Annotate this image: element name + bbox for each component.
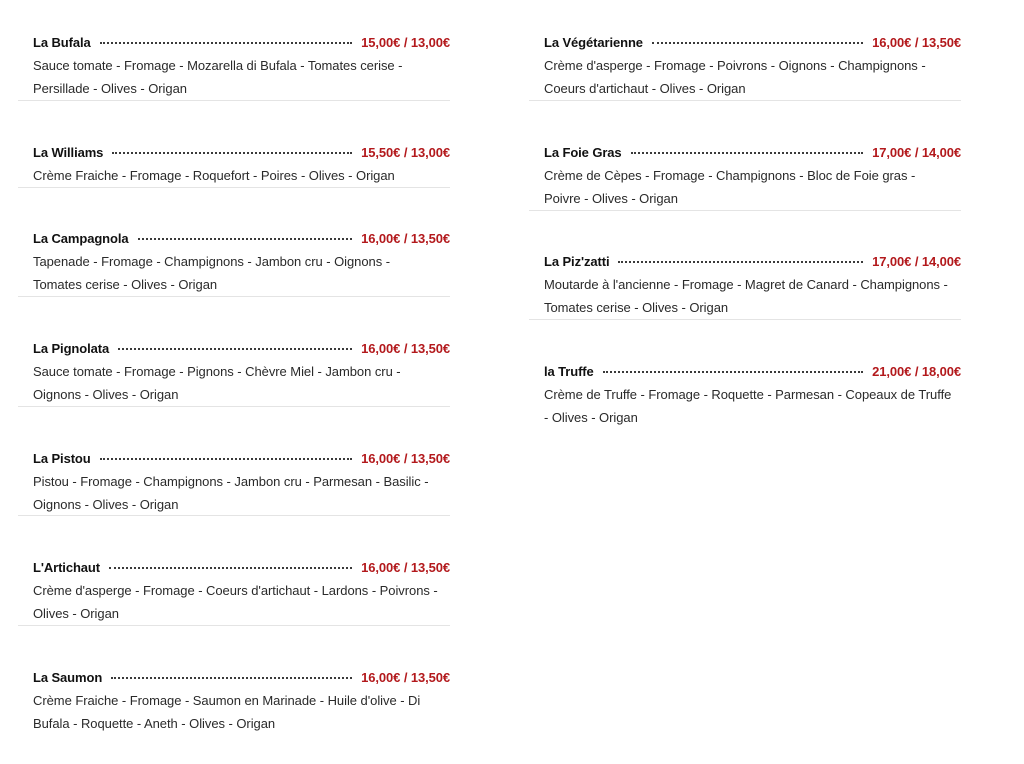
- menu-item-description: Tapenade - Fromage - Champignons - Jambon cru - Oignons - Tomates cerise - Olives - Origan: [33, 254, 390, 292]
- menu-item-header: [33, 228, 450, 248]
- menu-item-description: Crème d'asperge - Fromage - Coeurs d'artichaut - Lardons - Poivrons - Olives - Origan: [33, 583, 438, 621]
- menu-item-price: 16,00€ / 13,50€: [361, 450, 450, 466]
- menu-item-header: [33, 667, 450, 687]
- menu-item-name: La Végétarienne: [544, 34, 643, 50]
- menu-item-price: 16,00€ / 13,50€: [361, 669, 450, 685]
- menu-item-la-pistou: [18, 448, 450, 516]
- menu-item-header: [544, 361, 961, 381]
- menu-item-la-pignolata: [18, 338, 450, 407]
- menu-item-price: 16,00€ / 13,50€: [361, 559, 450, 575]
- menu-item-price: 16,00€ / 13,50€: [872, 34, 961, 50]
- dotted-leader: [109, 567, 352, 569]
- menu-item-price: 17,00€ / 14,00€: [872, 144, 961, 160]
- menu-item-la-foie-gras: [529, 142, 961, 211]
- menu-item-la-vegetarienne: [529, 32, 961, 101]
- menu-item-header: [33, 142, 450, 162]
- menu-item-la-campagnola: [18, 228, 450, 297]
- menu-item-name: La Pignolata: [33, 340, 110, 356]
- dotted-leader: [652, 42, 863, 44]
- dotted-leader: [631, 152, 864, 154]
- menu-item-description: Moutarde à l'ancienne - Fromage - Magret de Canard - Champignons - Tomates cerise - Olives - Origan: [544, 277, 948, 315]
- menu-item-name: La Williams: [33, 144, 104, 160]
- menu-item-name: L'Artichaut: [33, 559, 100, 575]
- menu-item-name: La Foie Gras: [544, 144, 622, 160]
- menu-item-description: Pistou - Fromage - Champignons - Jambon cru - Parmesan - Basilic - Oignons - Olives - Origan: [33, 474, 429, 512]
- dotted-leader: [138, 238, 353, 240]
- menu-item-name: la Truffe: [544, 363, 594, 379]
- menu-item-la-truffe: [529, 361, 961, 430]
- dotted-leader: [118, 348, 352, 350]
- menu-item-price: 21,00€ / 18,00€: [872, 363, 961, 379]
- menu-item-header: [33, 32, 450, 52]
- menu-item-price: 15,50€ / 13,00€: [361, 144, 450, 160]
- dotted-leader: [100, 458, 353, 460]
- menu-item-description: Crème d'asperge - Fromage - Poivrons - Oignons - Champignons - Coeurs d'artichaut - Olives - Origan: [544, 58, 926, 96]
- menu-item-description: Crème Fraiche - Fromage - Roquefort - Poires - Olives - Origan: [33, 168, 395, 183]
- menu-item-header: [544, 251, 961, 271]
- menu-item-la-pizzatti: [529, 251, 961, 320]
- menu-item-header: [544, 142, 961, 162]
- menu-item-name: La Bufala: [33, 34, 91, 50]
- menu-item-price: 15,00€ / 13,00€: [361, 34, 450, 50]
- menu-item-header: [33, 557, 450, 577]
- menu-item-l-artichaut: [18, 557, 450, 626]
- menu-item-header: [33, 338, 450, 358]
- menu-item-name: La Campagnola: [33, 230, 129, 246]
- menu-item-header: [33, 448, 450, 468]
- dotted-leader: [100, 42, 353, 44]
- menu-item-name: La Pistou: [33, 450, 91, 466]
- menu-item-description: Sauce tomate - Fromage - Pignons - Chèvre Miel - Jambon cru - Oignons - Olives - Origan: [33, 364, 401, 402]
- dotted-leader: [112, 152, 352, 154]
- menu-item-description: Crème Fraiche - Fromage - Saumon en Marinade - Huile d'olive - Di Bufala - Roquette - Aneth - Olives - Origan: [33, 693, 421, 731]
- dotted-leader: [111, 677, 352, 679]
- menu-item-price: 16,00€ / 13,50€: [361, 230, 450, 246]
- menu-item-header: [544, 32, 961, 52]
- menu-item-description: Sauce tomate - Fromage - Mozarella di Bufala - Tomates cerise - Persillade - Olives - Origan: [33, 58, 403, 96]
- menu-item-la-bufala: [18, 32, 450, 101]
- menu-item-description: Crème de Truffe - Fromage - Roquette - Parmesan - Copeaux de Truffe - Olives - Origan: [544, 387, 952, 425]
- dotted-leader: [618, 261, 863, 263]
- dotted-leader: [603, 371, 863, 373]
- menu-item-price: 16,00€ / 13,50€: [361, 340, 450, 356]
- menu-item-la-saumon: [18, 667, 450, 736]
- menu-item-name: La Piz'zatti: [544, 253, 610, 269]
- menu-item-description: Crème de Cèpes - Fromage - Champignons - Bloc de Foie gras - Poivre - Olives - Origan: [544, 168, 916, 206]
- menu-item-name: La Saumon: [33, 669, 103, 685]
- menu-item-price: 17,00€ / 14,00€: [872, 253, 961, 269]
- menu-item-la-williams: [18, 142, 450, 188]
